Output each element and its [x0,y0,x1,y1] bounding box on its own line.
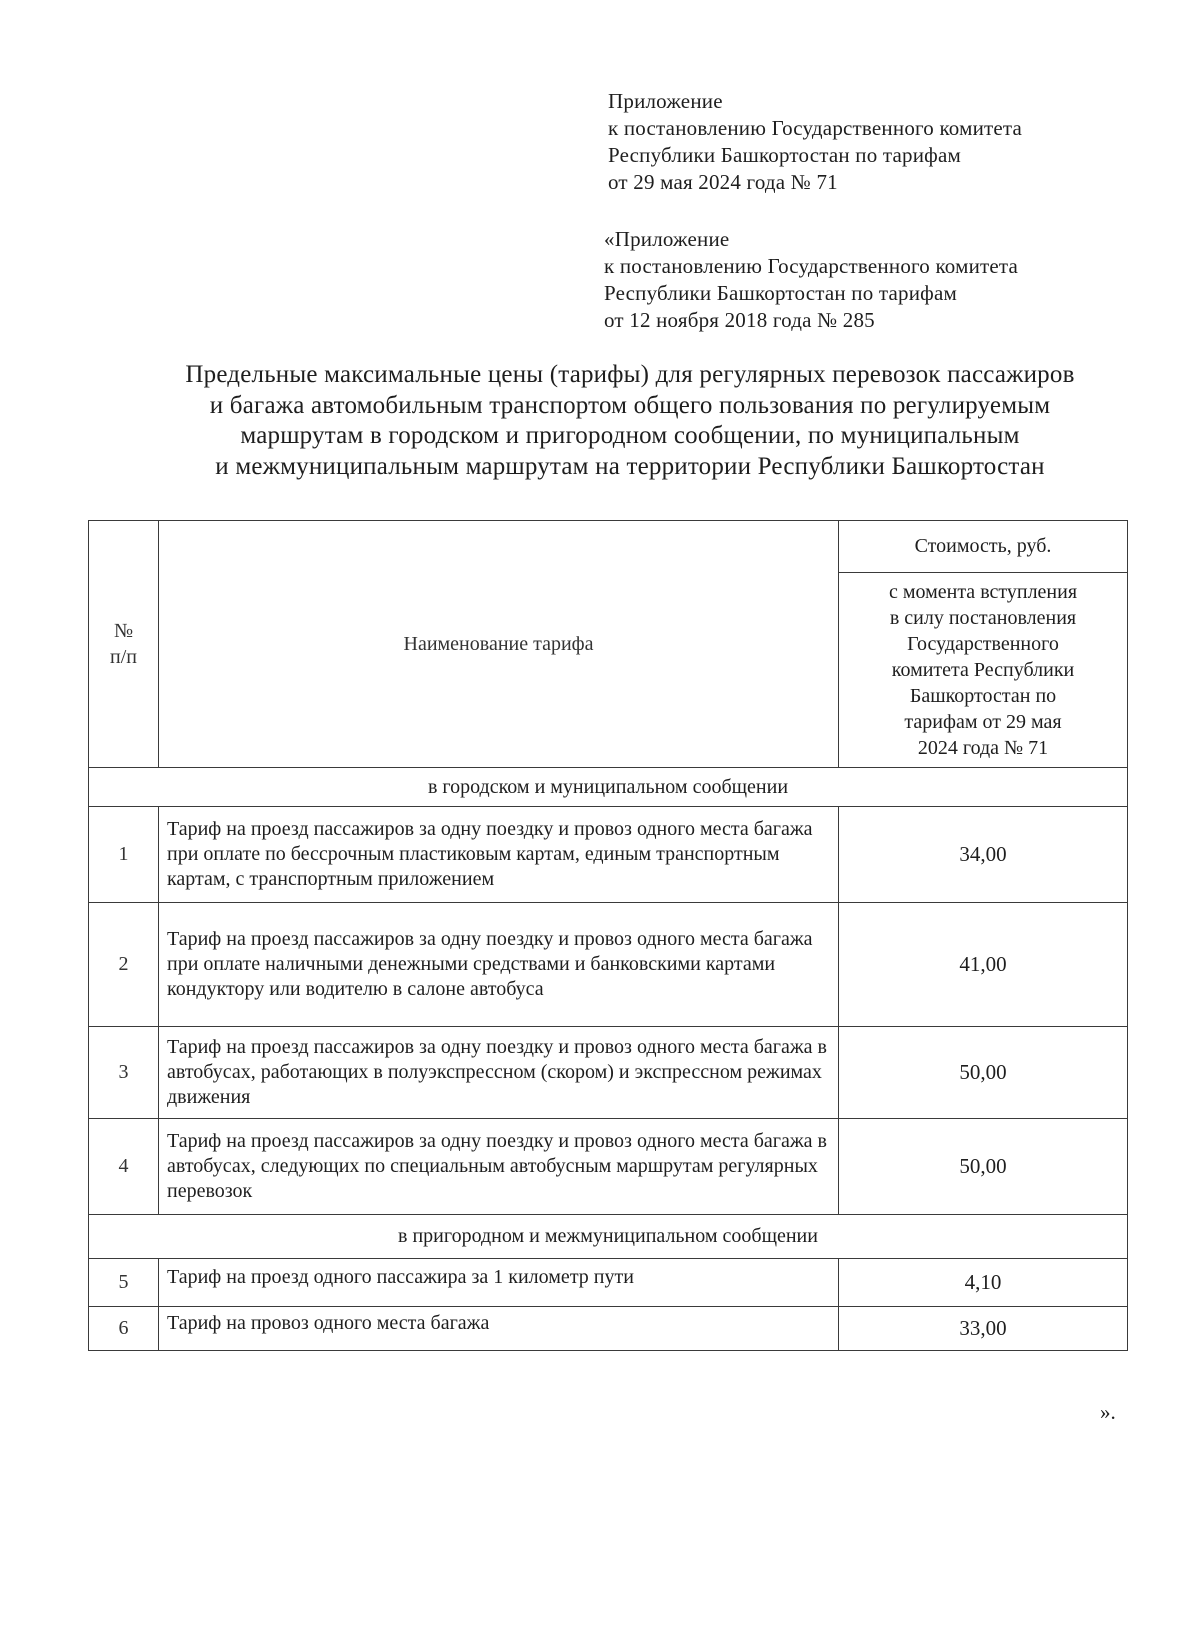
row-number: 4 [89,1119,159,1215]
appendix-line: от 29 мая 2024 года № 71 [608,170,838,194]
header-effective-date: с момента вступления в силу постановления Государственного комитета Республики Башкортостан по тарифам от 29 мая 2024 года № 71 [839,573,1128,768]
header-tariff-name: Наименование тарифа [159,521,839,768]
table-row [89,1027,1128,1119]
row-number: 1 [89,807,159,903]
row-tariff-name: Тариф на проезд пассажиров за одну поездку и провоз одного места багажа в автобусах, работающих в полуэкспрессном (скором) и экспрессном режимах движения [159,1027,839,1119]
appendix-line: к постановлению Государственного комитета [608,116,1023,140]
header-cost: Стоимость, руб. [839,521,1128,573]
row-tariff-name: Тариф на проезд пассажиров за одну поездку и провоз одного места багажа при оплате по бессрочным пластиковым картам, единым транспортным картам, с транспортным приложением [159,807,839,903]
title-line: Предельные максимальные цены (тарифы) для регулярных перевозок пассажиров [185,361,1075,388]
title-line: и багажа автомобильным транспортом общего пользования по регулируемым [209,391,1051,419]
table-row [89,903,1128,1027]
table-row [89,1119,1128,1215]
tariff-table [88,520,1128,1351]
section-suburban: в пригородном и межмуниципальном сообщении [89,1215,1128,1259]
title-line: и межмуниципальным маршрутам на территории Республики Башкортостан [215,452,1045,480]
row-price: 50,00 [839,1027,1128,1119]
appendix-current [608,88,1022,196]
table-row [89,1259,1128,1307]
row-tariff-name: Тариф на проезд пассажиров за одну поездку и провоз одного места багажа в автобусах, следующих по специальным автобусным маршрутам регулярных перевозок [159,1119,839,1215]
row-price: 50,00 [839,1119,1128,1215]
appendix-line: «Приложение [604,227,730,251]
row-number: 6 [89,1307,159,1351]
row-tariff-name: Тариф на проезд пассажиров за одну поездку и провоз одного места багажа при оплате наличными денежными средствами и банковскими картами кондуктору или водителю в салоне автобуса [159,903,839,1027]
title-line: маршрутам в городском и пригородном сообщении, по муниципальным [240,422,1020,449]
appendix-previous [604,226,1018,334]
appendix-line: Приложение [608,89,723,113]
appendix-line: Республики Башкортостан по тарифам [608,143,961,167]
closing-quote: ». [1100,1400,1116,1424]
table-header-row [89,521,1128,573]
row-price: 4,10 [839,1259,1128,1307]
appendix-line: Республики Башкортостан по тарифам [604,281,957,305]
table-row [89,807,1128,903]
appendix-line: к постановлению Государственного комитета [604,254,1019,278]
section-row [89,1215,1128,1259]
section-urban: в городском и муниципальном сообщении [89,768,1128,807]
row-tariff-name: Тариф на проезд одного пассажира за 1 километр пути [159,1259,839,1307]
section-row [89,768,1128,807]
table-row [89,1307,1128,1351]
row-price: 33,00 [839,1307,1128,1351]
row-price: 41,00 [839,903,1128,1027]
row-price: 34,00 [839,807,1128,903]
header-number: № п/п [89,521,159,768]
row-tariff-name: Тариф на провоз одного места багажа [159,1307,839,1351]
document-title [95,360,1165,482]
appendix-line: от 12 ноября 2018 года № 285 [604,308,875,332]
row-number: 5 [89,1259,159,1307]
row-number: 2 [89,903,159,1027]
row-number: 3 [89,1027,159,1119]
